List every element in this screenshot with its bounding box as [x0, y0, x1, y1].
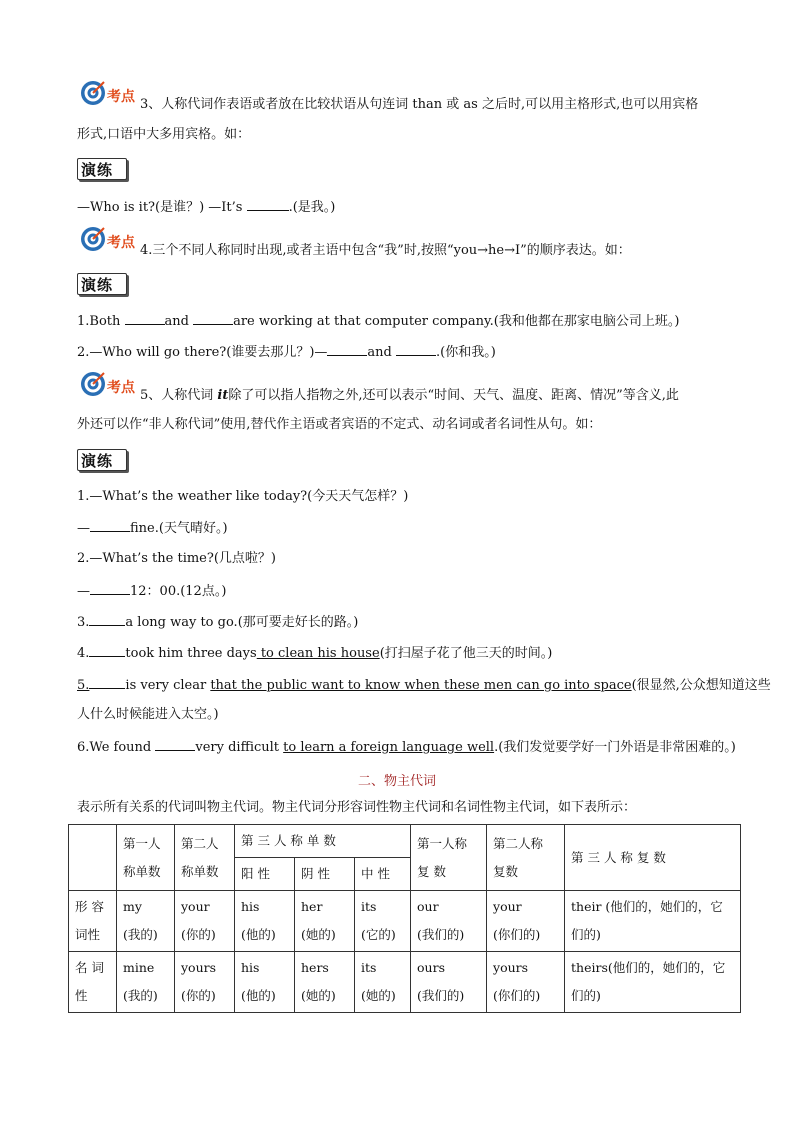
table-cell: mine (我的) [117, 952, 175, 1013]
header-corner [69, 825, 117, 891]
header-third-plural: 第 三 人 称 复 数 [565, 825, 741, 891]
header-feminine: 阴 性 [295, 858, 355, 891]
table-cell: yours (你的) [175, 952, 235, 1013]
section-intro: 表示所有关系的代词叫物主代词。物主代词分形容词性物主代词和名词性物主代词，如下表所示： [77, 800, 637, 815]
ex5-line6: 4. took him three days to clean his house(打扫屋子花了他三天的时间。) [77, 646, 553, 661]
point3-line1: 3、人称代词作表语或者放在比较状语从句连词 than 或 as 之后时,可以用主格形式,也可以用宾格 [140, 97, 699, 112]
point5-line1: 5、人称代词 it除了可以指人指物之外,还可以表示“时间、天气、温度、距离、情况”等含义,此 [140, 388, 679, 403]
ex3-line: —Who is it?(是谁？) —It’s .(是我。) [77, 200, 336, 215]
yanlian-badge: 演练 [77, 449, 127, 471]
table-cell: your (你们的) [487, 891, 565, 952]
table-row [69, 891, 741, 952]
header-neuter: 中 性 [355, 858, 411, 891]
ex4-line2: 2.—Who will go there?(谁要去那儿？)— and .(你和我。) [77, 345, 496, 360]
yanlian-label: 演练 [81, 161, 114, 179]
table-cell: your (你的) [175, 891, 235, 952]
point4-line1: 4.三个不同人称同时出现,或者主语中包含“我”时,按照“you→he→I”的顺序表达。如： [140, 243, 631, 258]
ex5-line9: 6.We found very difficult to learn a foreign language well.(我们发觉要学好一门外语是非常困难的。) [77, 740, 736, 755]
header-first-plural: 第一人称 复 数 [411, 825, 487, 891]
table-cell: my (我的) [117, 891, 175, 952]
table-cell: his (他的) [235, 891, 295, 952]
header-second-singular: 第二人 称单数 [175, 825, 235, 891]
table-cell: its (她的) [355, 952, 411, 1013]
table-cell: theirs(他们的，她们的，它 们的) [565, 952, 741, 1013]
header-second-plural: 第二人称 复数 [487, 825, 565, 891]
header-third-singular: 第 三 人 称 单 数 [235, 825, 411, 858]
ex5-line1: 1.—What’s the weather like today?(今天天气怎样？) [77, 489, 409, 504]
table-cell: their (他们的，她们的，它 们的) [565, 891, 741, 952]
header-masculine: 阳 性 [235, 858, 295, 891]
table-cell: his (他的) [235, 952, 295, 1013]
ex5-line8: 人什么时候能进入太空。) [77, 707, 219, 722]
row-label: 名 词 性 [69, 952, 117, 1013]
ex5-line4: — 12：00.(12点。) [77, 584, 227, 599]
yanlian-badge [77, 158, 127, 180]
kaodian-label: 考点 [107, 89, 135, 105]
target-icon [80, 80, 106, 106]
kaodian-badge: 考点 [80, 371, 140, 397]
point5-line2: 外还可以作“非人称代词”使用,替代作主语或者宾语的不定式、动名词或者名词性从句。如： [77, 417, 602, 432]
table-cell: our (我们的) [411, 891, 487, 952]
kaodian-badge [80, 80, 140, 106]
table-cell: yours (你们的) [487, 952, 565, 1013]
ex5-line5: 3. a long way to go.(那可要走好长的路。) [77, 615, 359, 630]
yanlian-badge: 演练 [77, 273, 127, 295]
ex5-line2: — fine.(天气晴好。) [77, 521, 228, 536]
point3-line2: 形式,口语中大多用宾格。如： [77, 127, 251, 142]
target-icon [80, 371, 106, 397]
ex5-line7: 5. is very clear that the public want to know when these men can go into space(很显然,公众想知道这些 [77, 678, 771, 693]
header-first-singular: 第一人 称单数 [117, 825, 175, 891]
kaodian-badge: 考点 [80, 226, 140, 252]
table-cell: her (她的) [295, 891, 355, 952]
ex4-line1: 1.Both and are working at that computer company.(我和他都在那家电脑公司上班。) [77, 314, 680, 329]
ex5-line3: 2.—What’s the time?(几点啦？) [77, 551, 276, 566]
target-icon [80, 226, 106, 252]
table-cell: hers (她的) [295, 952, 355, 1013]
section-title: 二、物主代词 [357, 774, 436, 789]
row-label: 形 容 词性 [69, 891, 117, 952]
table-cell: ours (我们的) [411, 952, 487, 1013]
table-cell: its (它的) [355, 891, 411, 952]
possessive-pronoun-table [68, 824, 741, 1013]
table-row [69, 952, 741, 1013]
